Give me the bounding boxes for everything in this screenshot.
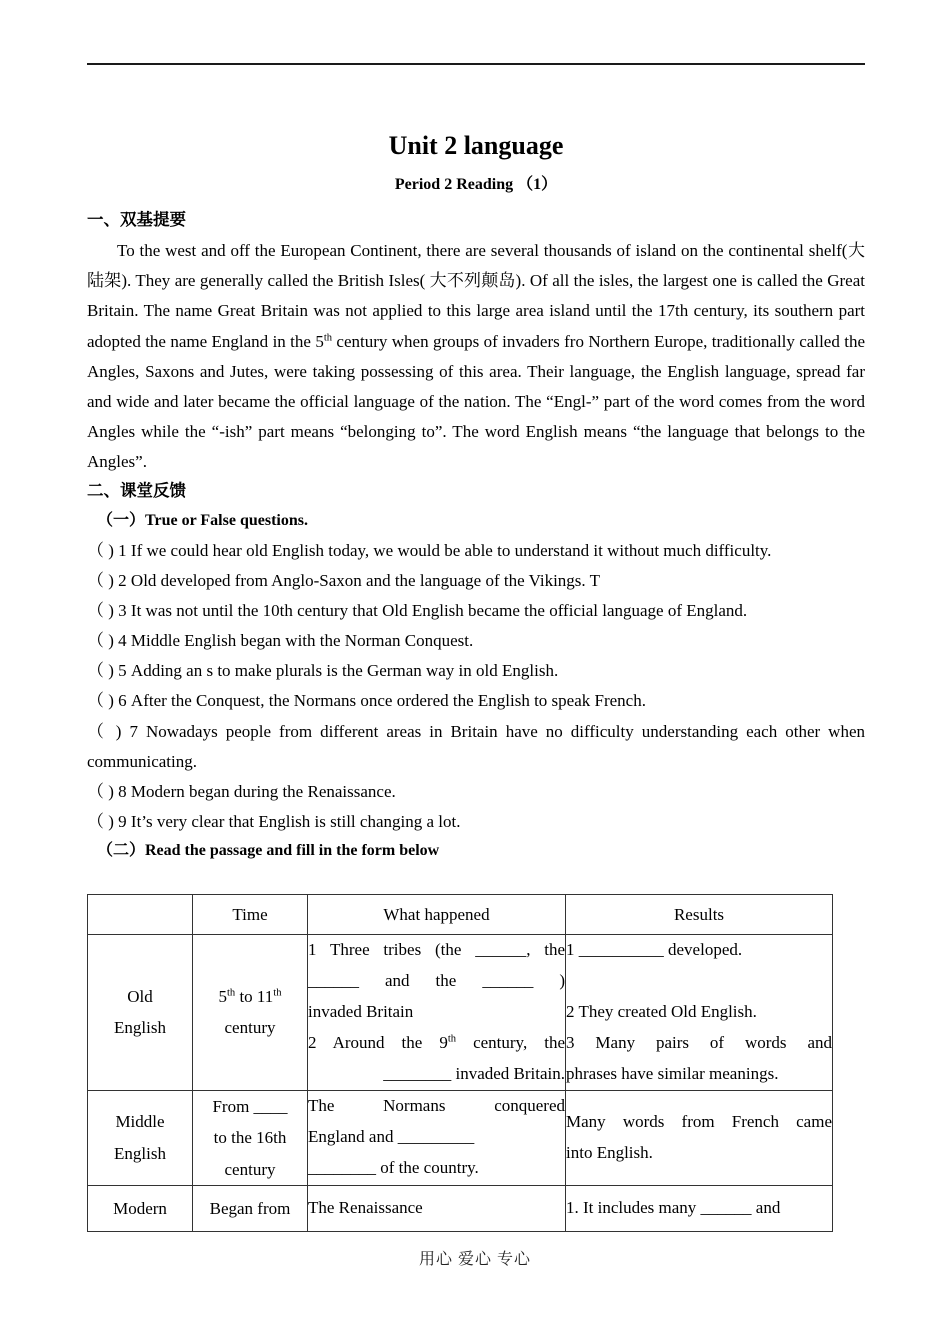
list-item: （ ) 2 Old developed from Anglo-Saxon and the language of the Vikings. T xyxy=(87,571,600,591)
century-mid: to 11 xyxy=(235,986,274,1006)
list-item: （ ) 8 Modern began during the Renaissance. xyxy=(87,781,396,801)
passage-part-1: To the west and off the European Continent, there are several thousands of island on the continental shelf(大陆架). They are generally called the British Isles( 大不列颠岛). Of all the isles, the largest one is called the Great Britain. The name Great Britain was not applied to this large area island until the 17th century, its southern part adopted the name England in the 5 xyxy=(87,241,865,351)
list-item: （ ) 3 It was not until the 10th century that Old English became the official language of England. xyxy=(87,601,748,621)
list-item: （ ) 7 Nowadays people from different areas in Britain have no difficulty understanding each other when communicating. xyxy=(87,721,865,771)
cell-line: The Renaissance xyxy=(308,1198,423,1218)
list-item: （ ) 5 Adding an s to make plurals is the German way in old English. xyxy=(87,661,559,681)
century-start: 5 xyxy=(218,986,227,1006)
time-cell-old-english xyxy=(193,935,308,1091)
passage-part-2: century when groups of invaders fro Northern Europe, traditionally called the Angles, Saxons and Jutes, were taking possessing of this area. Their language, the English language, spread far and wide and later became the official language of the nation. The “Engl-” part of the word comes from the word Angles while the “-ish” part means “belonging to”. The word English means “the language that belongs to the Angles”. xyxy=(87,331,865,471)
row-label-middle-english xyxy=(88,1090,193,1185)
subsection-heading-true-false: （一）True or False questions. xyxy=(97,511,308,529)
cell-line: England and _________ xyxy=(308,1127,475,1147)
time-line: to the 16th xyxy=(213,1128,287,1148)
table-header-cell-time: Time xyxy=(193,895,308,935)
cell-line: ________ of the country. xyxy=(308,1158,479,1178)
table-header-cell-blank xyxy=(88,895,193,935)
list-item: （ ) 6 After the Conquest, the Normans once ordered the English to speak French. xyxy=(87,691,646,711)
row-label-line: Middle xyxy=(115,1112,165,1132)
time-line: century xyxy=(224,1018,276,1038)
time-line: From ____ xyxy=(212,1096,288,1116)
results-cell-modern xyxy=(566,1186,833,1232)
fill-in-form-table xyxy=(87,894,833,1232)
cell-text: 2 Around the 9 xyxy=(308,1032,448,1052)
list-item: （ ) 4 Middle English began with the Norman Conquest. xyxy=(87,631,474,651)
cell-line: 3 Many pairs of words and xyxy=(566,1032,832,1052)
time-line: century xyxy=(224,1159,276,1179)
cell-line-spacer xyxy=(566,966,832,997)
page-subtitle: Period 2 Reading （1） xyxy=(394,176,558,194)
cell-line: into English. xyxy=(566,1142,653,1162)
table-row xyxy=(88,935,833,1091)
section-heading-one: 一、双基提要 xyxy=(87,210,186,230)
header-divider xyxy=(87,63,865,65)
results-cell-middle-english xyxy=(566,1090,833,1185)
cell-line: 1 __________ developed. xyxy=(566,940,743,959)
results-cell-old-english xyxy=(566,935,833,1091)
cell-line: ______ and the ______ ) xyxy=(308,970,565,990)
time-cell-modern: Began from xyxy=(193,1186,308,1232)
cell-line: The Normans conquered xyxy=(308,1096,565,1116)
row-label-line: Old xyxy=(127,986,153,1006)
what-happened-cell-modern xyxy=(308,1186,566,1232)
what-happened-cell-old-english xyxy=(308,935,566,1091)
page-footer: 用心 爱心 专心 xyxy=(418,1251,531,1268)
table-row xyxy=(88,1186,833,1232)
list-item: （ ) 1 If we could hear old English today, we would be able to understand it without much difficulty. xyxy=(87,541,772,561)
row-label-line: English xyxy=(114,1143,166,1163)
table-row xyxy=(88,1090,833,1185)
subsection-heading-form: （二）Read the passage and fill in the form below xyxy=(97,841,440,859)
cell-line: 2 They created Old English. xyxy=(566,1001,757,1021)
ordinal-suffix: th xyxy=(447,1033,457,1045)
row-label-modern: Modern xyxy=(88,1186,193,1232)
page-title: Unit 2 language xyxy=(388,131,564,160)
table-header-cell-what-happened: What happened xyxy=(308,895,566,935)
cell-line: phrases have similar meanings. xyxy=(566,1063,779,1083)
row-label-line: English xyxy=(114,1018,166,1038)
section-heading-two: 二、课堂反馈 xyxy=(87,480,186,500)
cell-line: Many words from French came xyxy=(566,1111,832,1131)
document-content xyxy=(87,130,865,866)
ordinal-suffix: th xyxy=(227,987,236,999)
cell-line: invaded Britain xyxy=(308,1001,414,1021)
ordinal-suffix: th xyxy=(273,987,282,999)
passage-superscript: th xyxy=(323,331,333,343)
cell-line: 1. It includes many ______ and xyxy=(566,1198,781,1218)
time-line xyxy=(193,981,307,1012)
table-header-row xyxy=(88,895,833,935)
reading-passage xyxy=(87,236,865,477)
time-cell-middle-english xyxy=(193,1090,308,1185)
cell-line: 1 Three tribes (the ______, the xyxy=(308,940,565,959)
cell-text: century, the xyxy=(456,1032,565,1052)
row-label-old-english xyxy=(88,935,193,1091)
cell-line: ________ invaded Britain. xyxy=(383,1063,565,1083)
table-header-cell-results: Results xyxy=(566,895,833,935)
list-item: （ ) 9 It’s very clear that English is still changing a lot. xyxy=(87,811,461,831)
cell-line xyxy=(308,1028,565,1059)
what-happened-cell-middle-english xyxy=(308,1090,566,1185)
